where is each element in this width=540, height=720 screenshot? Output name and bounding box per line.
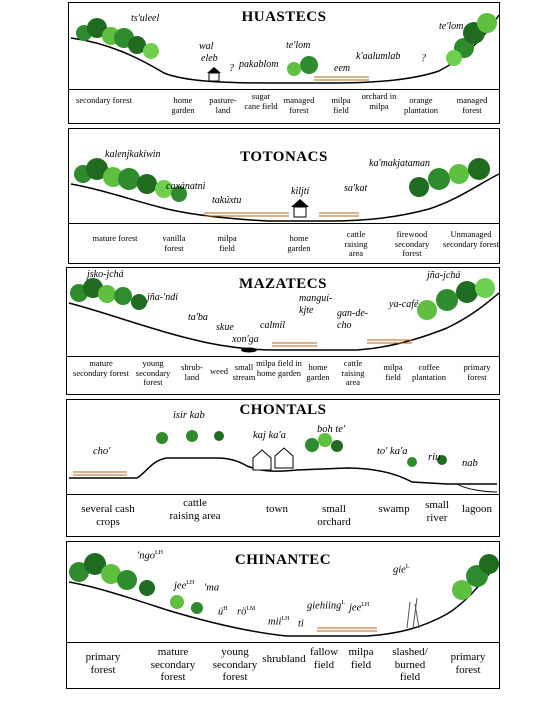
zone-label: small river [425, 499, 449, 524]
tone-mark: L [341, 600, 346, 606]
panel-title: CHONTALS [239, 402, 327, 418]
zone-label: milpa field [383, 362, 403, 382]
zone-label: several cash crops [81, 503, 135, 528]
panel-title: HUASTECS [241, 9, 327, 25]
panel-title: MAZATECS [239, 276, 327, 292]
zone-label: firewood secondary forest [394, 229, 430, 258]
zone-label: young secondary forest [212, 646, 258, 683]
native-term: takúxtu [212, 195, 242, 206]
zone-label: milpa field [348, 646, 374, 671]
panel-totonacs [68, 128, 500, 264]
zone-row [67, 356, 499, 395]
panel-chinantec [66, 541, 500, 689]
native-term: cho' [93, 446, 111, 457]
native-term: calmil [260, 320, 285, 331]
zone-label: mature secondary forest [73, 358, 129, 378]
zone-label: secondary forest [76, 95, 132, 105]
native-term: skue [216, 322, 234, 333]
zone-label: managed forest [283, 95, 315, 115]
zone-label: orange plantation [404, 95, 438, 115]
zone-label: cattle raising area [341, 358, 365, 387]
native-term: kalenjkakiwin [105, 149, 161, 160]
native-term-text: gie [393, 564, 406, 576]
panel-title: TOTONACS [240, 149, 328, 165]
native-term-text: 'ma [204, 582, 220, 594]
tone-mark: LH [361, 602, 370, 608]
panel-chontals [66, 399, 500, 537]
zone-label: small orchard [317, 503, 351, 528]
native-term [218, 606, 228, 618]
panel-mazatecs [66, 267, 500, 395]
native-term: nab [462, 458, 478, 469]
zone-label: fallow field [309, 646, 339, 671]
native-term: caxánatni [166, 181, 206, 192]
zone-label: home garden [306, 362, 330, 382]
native-term: pakablom [239, 59, 279, 70]
zone-label: primary forest [450, 651, 486, 676]
zone-label: weed [210, 366, 228, 376]
zone-label: primary forest [85, 651, 121, 676]
zone-row [67, 642, 499, 689]
tone-mark: LH [186, 580, 195, 586]
native-term: ka'makjataman [369, 158, 431, 169]
zone-label: milpa field [331, 95, 351, 115]
native-term: te'lom [439, 21, 464, 32]
zone-label: Unmanaged secondary forest [443, 229, 499, 249]
native-term [137, 550, 163, 562]
zone-label: lagoon [462, 503, 492, 515]
zone-label: town [266, 503, 288, 515]
native-term: jña-jchá [427, 270, 461, 281]
zone-label: milpa field in home garden [256, 358, 302, 378]
zone-row [69, 223, 499, 264]
native-term [268, 616, 289, 628]
native-term: kaj ka'a [253, 430, 286, 441]
native-term: sa'kat [344, 183, 368, 194]
native-term: ts'uleel [131, 13, 160, 24]
native-term: ta'ba [188, 312, 208, 323]
native-term: mangui-kjte [299, 293, 333, 316]
native-term [298, 618, 304, 630]
zone-label: young secondary forest [135, 358, 171, 387]
native-term: ? [229, 63, 234, 74]
native-term: gan-de-cho [337, 308, 369, 331]
native-term: jña-'ndi [147, 292, 179, 303]
native-term: ya-café [389, 299, 419, 310]
native-term: te'lom [286, 40, 311, 51]
zone-label: primary forest [463, 362, 491, 382]
tone-mark: LH [281, 616, 290, 622]
native-term: ? [421, 53, 426, 64]
zone-label: managed forest [456, 95, 488, 115]
native-term: xon'ga [232, 334, 259, 345]
native-term: riu [428, 452, 441, 463]
zone-label: cattle raising area [344, 229, 368, 258]
panel-title: CHINANTEC [234, 552, 332, 568]
zone-label: mature secondary forest [150, 646, 196, 683]
native-term-text: jee [174, 580, 187, 592]
native-term: isir kab [173, 410, 205, 421]
native-term-text: ú [218, 606, 224, 618]
zone-label: home garden [171, 95, 195, 115]
native-term: jsko-jchá [87, 269, 124, 280]
zone-label: mature forest [92, 233, 138, 243]
native-term-text: mii [268, 616, 282, 628]
native-term [237, 606, 255, 618]
zone-label: cattle raising area [169, 497, 221, 522]
zone-label: milpa field [217, 233, 237, 253]
tone-mark: LM [246, 606, 256, 612]
native-term-text: jee [349, 602, 362, 614]
native-term: to' ka'a [377, 446, 408, 457]
zone-label: shrubland [262, 653, 306, 665]
zone-label: home garden [287, 233, 311, 253]
zone-label: coffee plantation [412, 362, 446, 382]
native-term: eleb [201, 53, 218, 64]
zone-label: slashed/ burned field [392, 646, 428, 683]
native-term [349, 602, 369, 614]
native-term [393, 564, 410, 576]
native-term: boh te' [317, 424, 346, 435]
native-term: eem [334, 63, 351, 74]
native-term: wal [199, 41, 214, 52]
zone-label: small stream [232, 362, 256, 382]
zone-label: sugar cane field [244, 91, 278, 111]
native-term-text: giehiing [307, 600, 342, 612]
native-term-text: rö [237, 606, 247, 618]
native-term: kiljtí [291, 186, 310, 197]
tone-mark: H [223, 606, 228, 612]
tone-mark: LH [155, 550, 163, 556]
zone-label: vanilla forest [162, 233, 186, 253]
zone-label: orchard in milpa [361, 91, 397, 111]
zone-label: shrub-land [181, 362, 203, 382]
tone-mark: L [405, 564, 410, 570]
zone-label: swamp [378, 503, 410, 515]
native-term-text: ti [298, 618, 304, 630]
native-term: k'aalumlab [356, 51, 401, 62]
zone-row [69, 89, 499, 124]
native-term [307, 600, 345, 612]
zone-row [67, 494, 499, 537]
native-term [174, 580, 194, 592]
zone-label: pasture-land [209, 95, 237, 115]
native-term [204, 582, 219, 594]
native-term-text: 'ngo [137, 550, 155, 562]
panel-huastecs [68, 2, 500, 124]
